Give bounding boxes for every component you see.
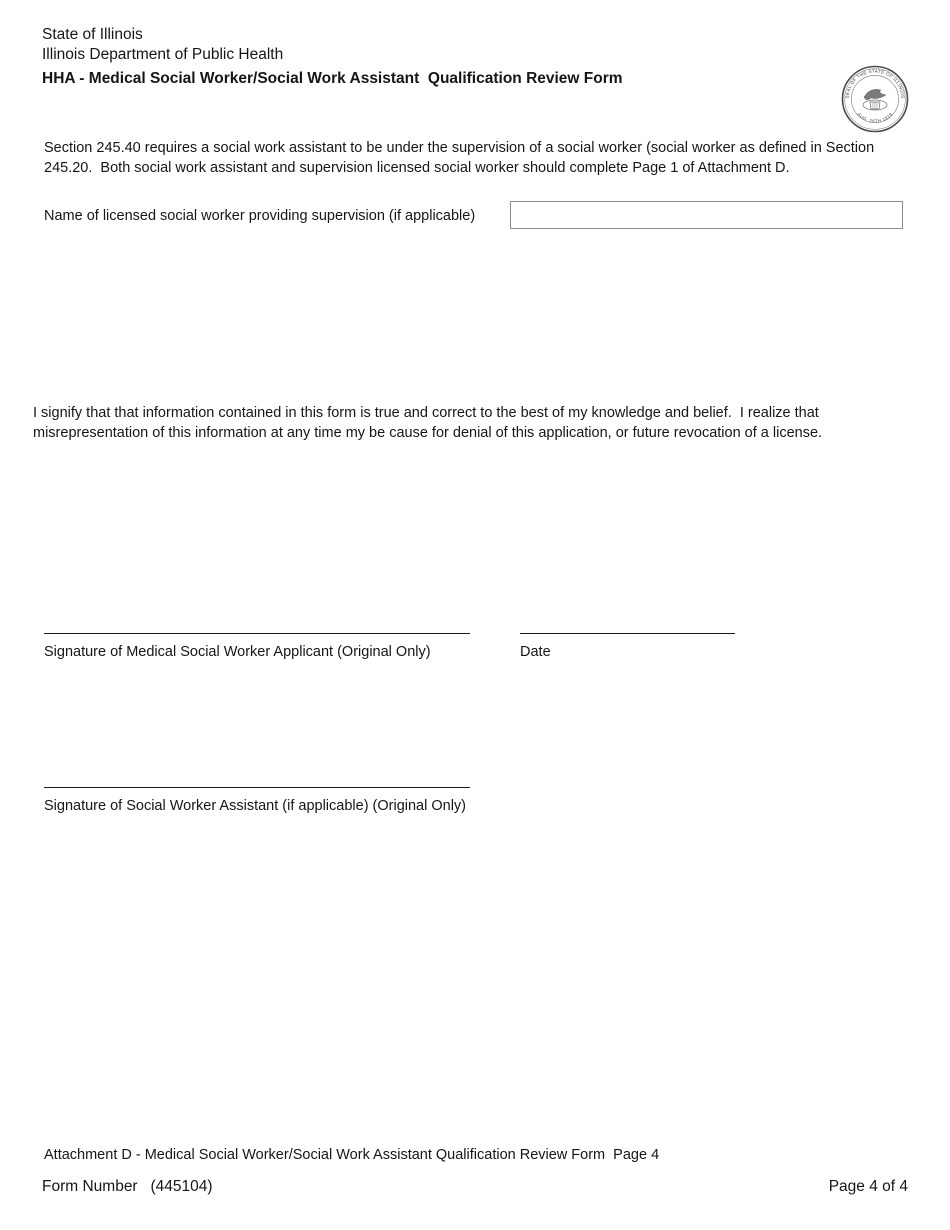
department-name: Illinois Department of Public Health: [42, 46, 284, 63]
attachment-footer: Attachment D - Medical Social Worker/Social Work Assistant Qualification Review Form Page 4: [44, 1147, 660, 1163]
supervisor-name-input[interactable]: [510, 201, 903, 229]
applicant-signature-line: [44, 633, 470, 634]
seal-top-text: SEAL OF THE STATE OF ILLINOIS: [844, 68, 906, 99]
page-indicator: Page 4 of 4: [828, 1178, 908, 1195]
instruction-paragraph: Section 245.40 requires a social work assistant to be under the supervision of a social worker (social worker as defined in Section 245.20. Both social work assistant and supervision licensed social worker should complete Page 1 of Attachment D.: [44, 140, 879, 176]
illinois-state-seal-icon: [841, 29, 909, 124]
applicant-signature-label: Signature of Medical Social Worker Applicant (Original Only): [44, 644, 431, 660]
supervisor-name-label: Name of licensed social worker providing supervision (if applicable): [44, 208, 476, 224]
state-name: State of Illinois: [42, 26, 143, 43]
seal-bottom-text: AUG. 26TH 1818: [856, 111, 894, 124]
date-line: [520, 633, 735, 634]
seal-svg: [841, 65, 909, 133]
date-label: Date: [520, 644, 551, 660]
form-title: HHA - Medical Social Worker/Social Work Assistant Qualification Review Form: [42, 70, 623, 87]
form-number: Form Number (445104): [42, 1178, 213, 1195]
assistant-signature-label: Signature of Social Worker Assistant (if applicable) (Original Only): [44, 798, 467, 814]
certification-paragraph: I signify that that information contained in this form is true and correct to the best of my knowledge and belief. I realize that misrepresentation of this information at any time my be cause for denial of this application, or future revocation of a license.: [33, 405, 823, 441]
assistant-signature-line: [44, 787, 470, 788]
